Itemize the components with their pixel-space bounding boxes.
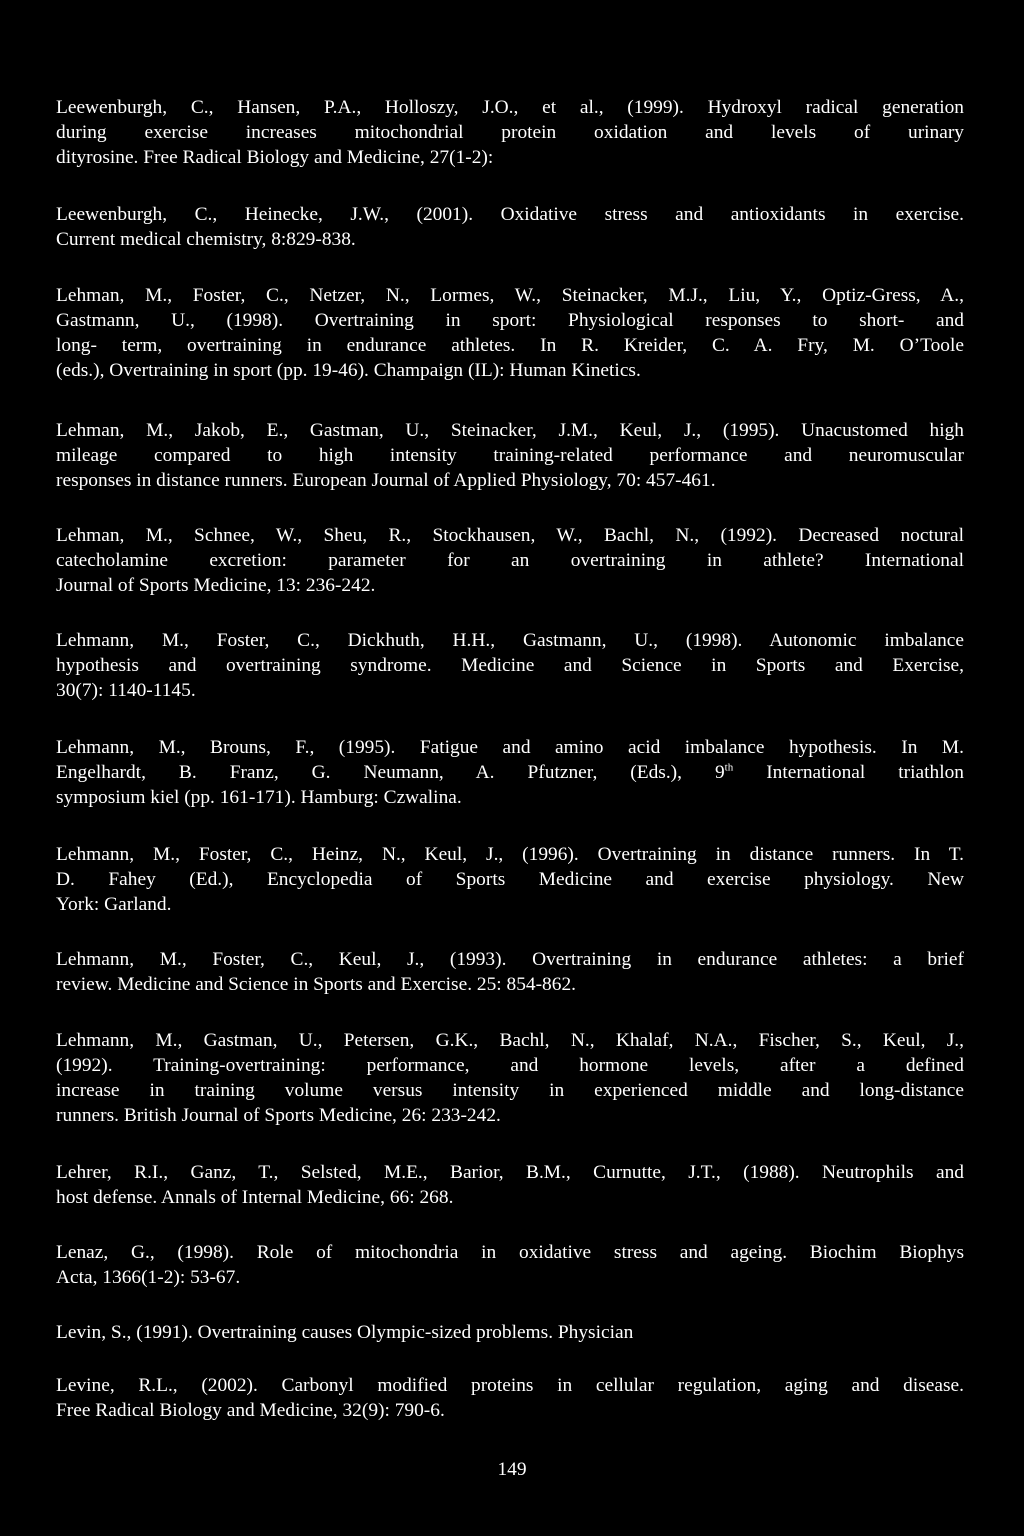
reference-entry: [56, 1373, 964, 1423]
reference-entry: [56, 418, 964, 493]
reference-line: Lehman, M., Jakob, E., Gastman, U., Steinacker, J.M., Keul, J., (1995). Unacustomed high: [56, 420, 964, 441]
reference-line: Lehmann, M., Foster, C., Heinz, N., Keul, J., (1996). Overtraining in distance runners. In T.: [56, 844, 964, 865]
reference-text: Engelhardt, B. Franz, G. Neumann, A. Pfutzner, (Eds.), 9: [56, 762, 725, 783]
reference-line: host defense. Annals of Internal Medicine, 66: 268.: [56, 1187, 454, 1208]
page-number: 149: [497, 1459, 527, 1480]
reference-line: during exercise increases mitochondrial protein oxidation and levels of urinary: [56, 122, 964, 143]
reference-line: Free Radical Biology and Medicine, 32(9): 790-6.: [56, 1400, 445, 1421]
reference-line: Lehman, M., Foster, C., Netzer, N., Lormes, W., Steinacker, M.J., Liu, Y., Optiz-Gress, A.,: [56, 285, 964, 306]
reference-entry: [56, 947, 964, 997]
reference-text: International triathlon: [733, 762, 964, 783]
reference-line: dityrosine. Free Radical Biology and Medicine, 27(1-2):: [56, 147, 494, 168]
reference-line: Leewenburgh, C., Hansen, P.A., Holloszy, J.O., et al., (1999). Hydroxyl radical generation: [56, 97, 964, 118]
reference-line: hypothesis and overtraining syndrome. Medicine and Science in Sports and Exercise,: [56, 655, 964, 676]
reference-line: (eds.), Overtraining in sport (pp. 19-46). Champaign (IL): Human Kinetics.: [56, 360, 641, 381]
reference-entry: [56, 95, 964, 170]
reference-line: Levine, R.L., (2002). Carbonyl modified proteins in cellular regulation, aging and disease.: [56, 1375, 964, 1396]
reference-line: runners. British Journal of Sports Medicine, 26: 233-242.: [56, 1105, 501, 1126]
reference-entry: [56, 1160, 964, 1210]
reference-entry: [56, 283, 964, 383]
reference-entry: [56, 523, 964, 598]
reference-line: Journal of Sports Medicine, 13: 236-242.: [56, 575, 376, 596]
reference-line: Lehmann, M., Foster, C., Dickhuth, H.H., Gastmann, U., (1998). Autonomic imbalance: [56, 630, 964, 651]
reference-line: 30(7): 1140-1145.: [56, 680, 196, 701]
reference-entry: [56, 1320, 964, 1345]
reference-line: responses in distance runners. European Journal of Applied Physiology, 70: 457-461.: [56, 470, 716, 491]
reference-line: Levin, S., (1991). Overtraining causes Olympic-sized problems. Physician: [56, 1322, 634, 1343]
reference-line: Gastmann, U., (1998). Overtraining in sport: Physiological responses to short- and: [56, 310, 964, 331]
reference-line: Acta, 1366(1-2): 53-67.: [56, 1267, 241, 1288]
reference-line: Current medical chemistry, 8:829-838.: [56, 229, 356, 250]
reference-line: long- term, overtraining in endurance athletes. In R. Kreider, C. A. Fry, M. O’Toole: [56, 335, 964, 356]
reference-line: Lehmann, M., Foster, C., Keul, J., (1993). Overtraining in endurance athletes: a brief: [56, 949, 964, 970]
reference-entry: [56, 842, 964, 917]
reference-line: Leewenburgh, C., Heinecke, J.W., (2001). Oxidative stress and antioxidants in exercise.: [56, 204, 964, 225]
reference-line: York: Garland.: [56, 894, 172, 915]
reference-line: catecholamine excretion: parameter for an overtraining in athlete? International: [56, 550, 964, 571]
reference-line: Lehmann, M., Brouns, F., (1995). Fatigue and amino acid imbalance hypothesis. In M.: [56, 737, 964, 758]
reference-line: review. Medicine and Science in Sports and Exercise. 25: 854-862.: [56, 974, 576, 995]
reference-line: Lehrer, R.I., Ganz, T., Selsted, M.E., Barior, B.M., Curnutte, J.T., (1988). Neutrophils and: [56, 1162, 964, 1183]
reference-line: [56, 760, 964, 785]
reference-line: Lehman, M., Schnee, W., Sheu, R., Stockhausen, W., Bachl, N., (1992). Decreased noctural: [56, 525, 964, 546]
reference-entry: [56, 735, 964, 810]
reference-entry: [56, 628, 964, 703]
superscript: th: [724, 761, 734, 774]
reference-line: mileage compared to high intensity training-related performance and neuromuscular: [56, 445, 964, 466]
reference-line: Lenaz, G., (1998). Role of mitochondria in oxidative stress and ageing. Biochim Biophys: [56, 1242, 964, 1263]
reference-line: increase in training volume versus intensity in experienced middle and long-distance: [56, 1080, 964, 1101]
reference-line: Lehmann, M., Gastman, U., Petersen, G.K., Bachl, N., Khalaf, N.A., Fischer, S., Keul, J.,: [56, 1030, 964, 1051]
reference-line: symposium kiel (pp. 161-171). Hamburg: Czwalina.: [56, 787, 462, 808]
reference-entry: [56, 202, 964, 252]
reference-line: D. Fahey (Ed.), Encyclopedia of Sports Medicine and exercise physiology. New: [56, 869, 964, 890]
reference-entry: [56, 1028, 964, 1128]
reference-entry: [56, 1240, 964, 1290]
reference-line: (1992). Training-overtraining: performance, and hormone levels, after a defined: [56, 1055, 964, 1076]
